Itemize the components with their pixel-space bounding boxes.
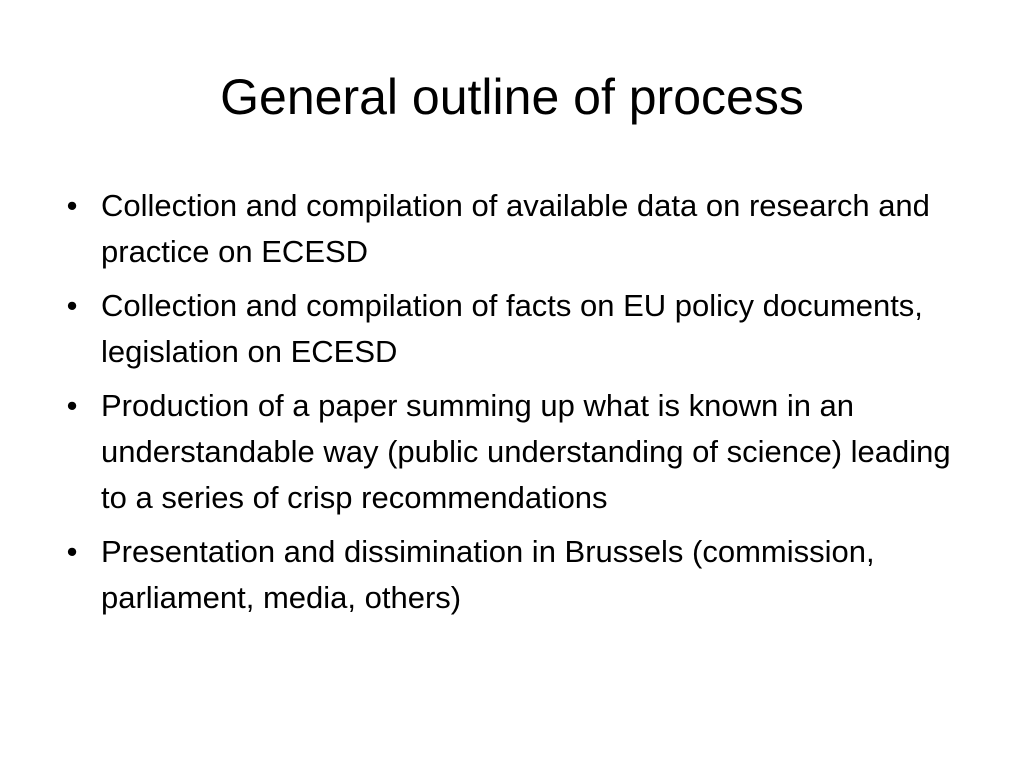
bullet-dot-icon: • [66,188,78,223]
bullet-dot-icon: • [66,534,78,569]
bullet-text: Presentation and dissimination in Brussels (commission, parliament, media, others) [101,534,875,615]
slide-title: General outline of process [220,69,804,125]
bullet-item [60,383,980,521]
bullet-item [60,529,980,621]
bullet-dot-icon: • [66,288,78,323]
bullet-text: Production of a paper summing up what is known in an understandable way (public understanding of science) leading to a series of crisp recommendations [101,388,951,515]
bullet-list [60,183,980,629]
bullet-item [60,283,980,375]
bullet-text: Collection and compilation of facts on EU policy documents, legislation on ECESD [101,288,923,369]
bullet-text: Collection and compilation of available data on research and practice on ECESD [101,188,930,269]
bullet-item [60,183,980,275]
bullet-dot-icon: • [66,388,78,423]
